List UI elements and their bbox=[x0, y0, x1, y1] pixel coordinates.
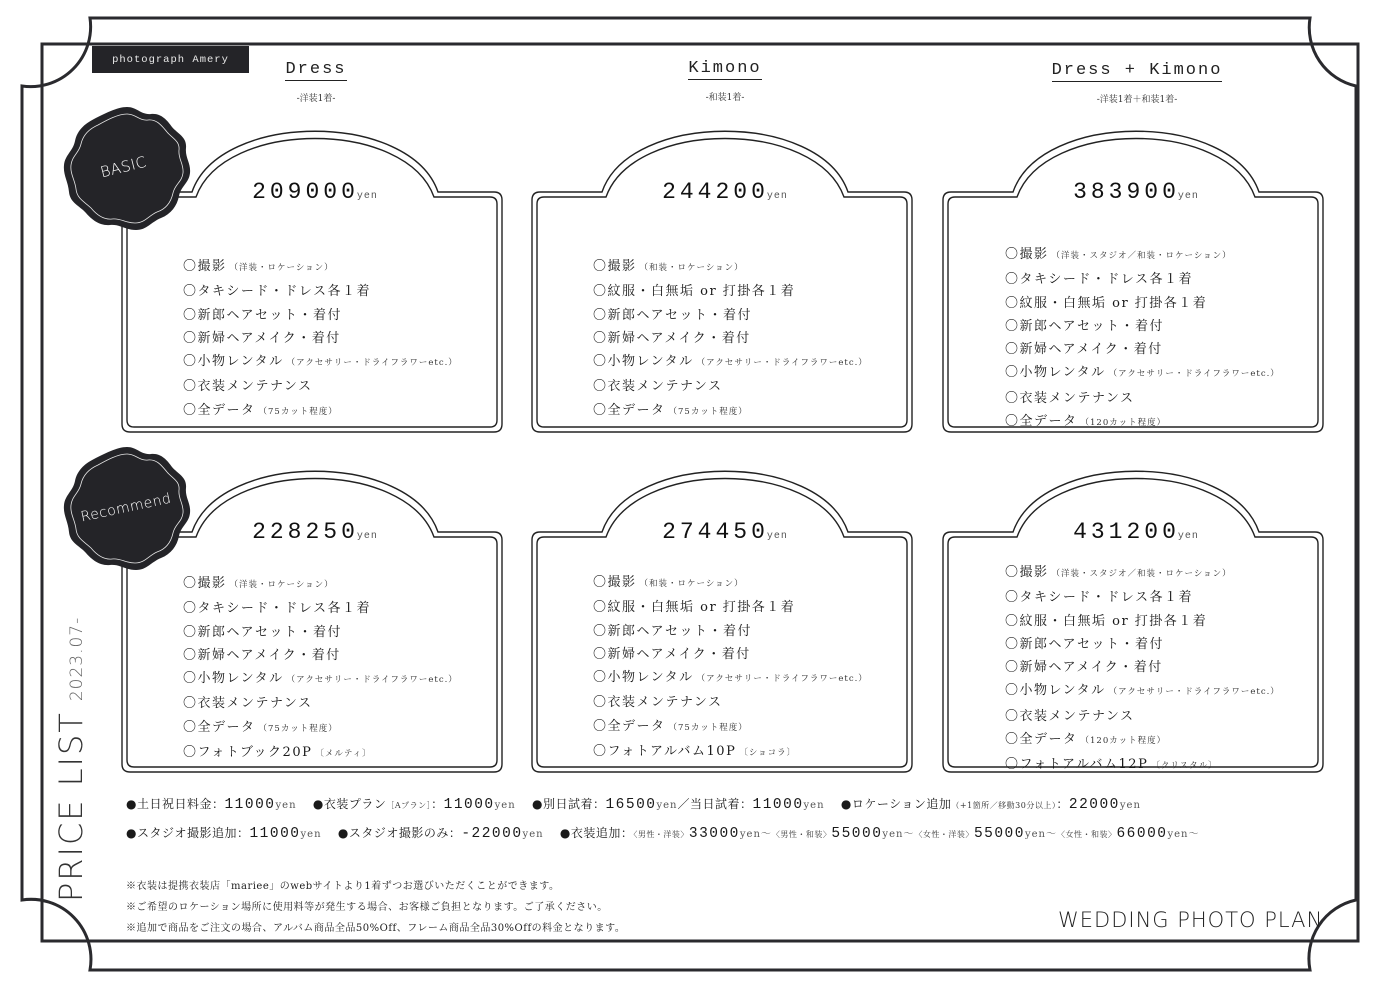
plan-item: 〇小物レンタル （アクセサリー・ドライフラワーetc.） bbox=[183, 354, 458, 370]
plan-item: 〇タキシード・ドレス各１着 bbox=[1005, 590, 1193, 606]
extra-studio-only: ●スタジオ撮影のみ：-22000yen bbox=[337, 826, 544, 842]
column-header-kimono bbox=[575, 57, 875, 103]
column-title: Kimono bbox=[688, 59, 762, 78]
plan-item: 〇フォトアルバム12P 〔クリスタル〕 bbox=[1005, 757, 1218, 773]
plan-card-basic-dress-kimono bbox=[941, 125, 1331, 438]
plan-item: 〇フォトアルバム10P 〔ショコラ〕 bbox=[593, 744, 797, 760]
plan-item: 〇新婦ヘアメイク・着付 bbox=[1005, 342, 1163, 358]
badge-recommend bbox=[62, 444, 192, 574]
plan-item: 〇撮影 （洋装・ロケーション） bbox=[183, 259, 334, 274]
plan-item: 〇新郎ヘアセット・着付 bbox=[593, 307, 752, 323]
plan-item: 〇撮影 （和装・ロケーション） bbox=[593, 259, 744, 274]
plan-price: 383900yen bbox=[1073, 179, 1199, 205]
side-title bbox=[52, 617, 90, 902]
footnote: ※衣装は提携衣装店「mariee」のwebサイトより1着ずつお選びいただくことができます。 bbox=[126, 881, 560, 892]
plan-item: 〇小物レンタル （アクセサリー・ドライフラワーetc.） bbox=[593, 354, 868, 370]
extra-location-add: ●ロケーション追加（+1箇所／移動30分以上）：22000yen bbox=[840, 797, 1141, 813]
plan-item: 〇新婦ヘアメイク・着付 bbox=[183, 330, 341, 346]
plan-item: 〇紋服・白無垢 or 打掛各１着 bbox=[593, 284, 796, 300]
plan-price: 431200yen bbox=[1073, 519, 1199, 545]
brand-label: photograph Amery bbox=[92, 46, 249, 73]
plan-item: 〇撮影 （洋装・スタジオ／和装・ロケーション） bbox=[1005, 247, 1232, 262]
plan-item: 〇全データ （120カット程度） bbox=[1005, 732, 1167, 748]
plan-item-list bbox=[183, 572, 458, 766]
plan-item: 〇タキシード・ドレス各１着 bbox=[183, 601, 371, 617]
footnote: ※ご希望のロケーション場所に使用料等が発生する場合、お客様ご負担となります。ご了承ください。 bbox=[126, 902, 608, 913]
column-header-dress bbox=[166, 58, 466, 104]
plan-item: 〇新婦ヘアメイク・着付 bbox=[593, 330, 751, 346]
column-subtitle: -和装1着- bbox=[705, 93, 745, 103]
plan-item: 〇フォトブック20P 〔メルティ〕 bbox=[183, 745, 372, 761]
extras-row-2 bbox=[126, 824, 1200, 842]
plan-item: 〇タキシード・ドレス各１着 bbox=[183, 284, 371, 300]
extra-fitting: ●別日試着：16500yen／当日試着：11000yen bbox=[531, 797, 825, 813]
plan-item: 〇小物レンタル （アクセサリー・ドライフラワーetc.） bbox=[1005, 365, 1280, 381]
plan-item: 〇全データ （75カット程度） bbox=[183, 719, 338, 735]
plan-item: 〇新婦ヘアメイク・着付 bbox=[183, 647, 341, 663]
plan-item: 〇新婦ヘアメイク・着付 bbox=[1005, 660, 1163, 676]
plan-item-list bbox=[1005, 561, 1280, 779]
extras-row-1 bbox=[126, 795, 1141, 813]
badge-label: BASIC bbox=[98, 152, 149, 182]
extra-costume-plan: ●衣装プラン［Aプラン］：11000yen bbox=[312, 797, 516, 813]
column-subtitle: -洋装1着＋和装1着- bbox=[1096, 95, 1178, 105]
plan-card-basic-kimono bbox=[530, 125, 920, 438]
badge-basic bbox=[62, 104, 192, 234]
plan-item: 〇新郎ヘアセット・着付 bbox=[183, 307, 342, 323]
plan-item: 〇小物レンタル （アクセサリー・ドライフラワーetc.） bbox=[183, 671, 458, 687]
column-subtitle: -洋装1着- bbox=[296, 94, 336, 104]
plan-item-list bbox=[593, 255, 868, 424]
plan-item: 〇衣装メンテナンス bbox=[1005, 390, 1135, 406]
price-list-title: PRICE LIST bbox=[52, 711, 90, 902]
plan-item-list bbox=[1005, 243, 1280, 435]
plan-item: 〇新郎ヘアセット・着付 bbox=[183, 624, 342, 640]
plan-item: 〇撮影 （洋装・スタジオ／和装・ロケーション） bbox=[1005, 565, 1232, 580]
footer-title: WEDDING PHOTO PLAN bbox=[1058, 908, 1324, 932]
plan-item: 〇紋服・白無垢 or 打掛各１着 bbox=[1005, 613, 1208, 629]
plan-item: 〇衣装メンテナンス bbox=[183, 696, 313, 712]
plan-item: 〇紋服・白無垢 or 打掛各１着 bbox=[593, 600, 796, 616]
plan-item: 〇衣装メンテナンス bbox=[1005, 708, 1135, 724]
plan-item: 〇小物レンタル （アクセサリー・ドライフラワーetc.） bbox=[593, 670, 868, 686]
plan-item-list bbox=[593, 571, 868, 765]
extra-costume-add: ●衣装追加：〈男性・洋装〉33000yen〜〈男性・和装〉55000yen〜〈女性・洋装〉55000yen〜〈女性・和装〉66000yen〜 bbox=[559, 826, 1200, 842]
plan-price: 244200yen bbox=[662, 179, 788, 205]
plan-item: 〇撮影 （洋装・ロケーション） bbox=[183, 576, 334, 591]
plan-item: 〇撮影 （和装・ロケーション） bbox=[593, 575, 744, 590]
badge-label: Recommend bbox=[79, 490, 173, 526]
plan-item: 〇新郎ヘアセット・着付 bbox=[1005, 636, 1164, 652]
plan-item: 〇紋服・白無垢 or 打掛各１着 bbox=[1005, 295, 1208, 311]
column-title: Dress + Kimono bbox=[1051, 61, 1223, 80]
extra-weekend-fee: ●土日祝日料金：11000yen bbox=[126, 797, 297, 813]
plan-item: 〇全データ （75カット程度） bbox=[593, 718, 748, 734]
plan-item-list bbox=[183, 255, 458, 424]
plan-card-recommend-dress-kimono bbox=[941, 465, 1331, 778]
plan-item: 〇衣装メンテナンス bbox=[593, 379, 723, 395]
plan-item: 〇全データ （75カット程度） bbox=[593, 402, 748, 418]
plan-item: 〇全データ （120カット程度） bbox=[1005, 414, 1167, 430]
plan-price: 274450yen bbox=[662, 519, 788, 545]
plan-item: 〇全データ （75カット程度） bbox=[183, 402, 338, 418]
plan-item: 〇新郎ヘアセット・着付 bbox=[1005, 318, 1164, 334]
plan-price: 228250yen bbox=[252, 519, 378, 545]
plan-item: 〇新郎ヘアセット・着付 bbox=[593, 623, 752, 639]
extra-studio-add: ●スタジオ撮影追加：11000yen bbox=[126, 826, 322, 842]
footnote: ※追加で商品をご注文の場合、アルバム商品全品50%Off、フレーム商品全品30%Offの料金となります。 bbox=[126, 923, 626, 934]
plan-card-recommend-kimono bbox=[530, 465, 920, 778]
footnotes bbox=[126, 876, 625, 939]
plan-price: 209000yen bbox=[252, 179, 378, 205]
plan-item: 〇小物レンタル （アクセサリー・ドライフラワーetc.） bbox=[1005, 683, 1280, 699]
plan-item: 〇衣装メンテナンス bbox=[593, 695, 723, 711]
plan-item: 〇新婦ヘアメイク・着付 bbox=[593, 646, 751, 662]
column-header-dress-kimono bbox=[987, 59, 1287, 105]
column-title: Dress bbox=[285, 60, 347, 79]
plan-item: 〇衣装メンテナンス bbox=[183, 379, 313, 395]
price-list-date: 2023.07- bbox=[67, 616, 87, 702]
plan-item: 〇タキシード・ドレス各１着 bbox=[1005, 272, 1193, 288]
